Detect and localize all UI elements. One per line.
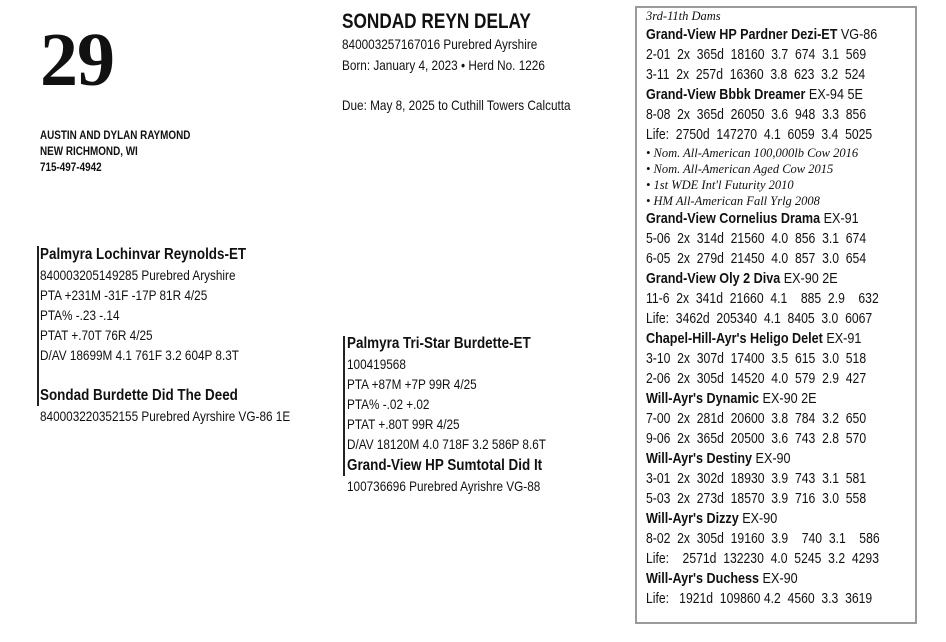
dam-entry-name (646, 85, 869, 105)
sire-block (40, 244, 285, 365)
dam-entry-score: EX-90 2E (780, 270, 838, 287)
sire-ptat: PTAT +.70T 76R 4/25 (40, 327, 153, 343)
owner-info (40, 128, 190, 176)
animal-birth: Born: January 4, 2023 • Herd No. 1226 (342, 57, 545, 73)
dam-entry-title: Will-Ayr's Duchess (646, 570, 760, 587)
dam-entry-name (646, 389, 869, 409)
dam-entry-score: EX-91 (822, 330, 862, 347)
dam-record: Life: 2750d 147270 4.1 6059 3.4 5025 (646, 127, 873, 143)
mgs-bracket (343, 336, 345, 476)
maternal-grandsire-reg: 100419568 (347, 356, 406, 372)
owner-phone: 715-497-4942 (40, 162, 102, 174)
dam-block (40, 385, 338, 426)
sire-dav: D/AV 18699M 4.1 761F 3.2 604P 8.3T (40, 347, 239, 363)
lot-number: 29 (40, 18, 114, 102)
dam-record: 5-06 2x 314d 21560 4.0 856 3.1 674 (646, 231, 867, 247)
animal-registration: 840003257167016 Purebred Ayrshire (342, 36, 538, 52)
dam-entry-name (646, 329, 869, 349)
dam-record: 3-11 2x 257d 16360 3.8 623 3.2 524 (646, 67, 866, 83)
dam-award: • HM All-American Fall Yrlg 2008 (646, 194, 820, 208)
owner-names: AUSTIN AND DYLAN RAYMOND (40, 130, 191, 142)
dam-record: 5-03 2x 273d 18570 3.9 716 3.0 558 (646, 491, 867, 507)
dam-entry-name (646, 269, 869, 289)
dam-record: 8-02 2x 305d 19160 3.9 740 3.1 586 (646, 531, 880, 547)
dam-entry-name (646, 25, 878, 45)
dam-award: • Nom. All-American 100,000lb Cow 2016 (646, 146, 859, 160)
dam-entry-title: Grand-View Cornelius Drama (646, 210, 821, 227)
dam-entry-title: Grand-View Bbbk Dreamer (646, 86, 806, 103)
dam-entry-score: EX-90 (759, 570, 798, 587)
sire-bracket (37, 246, 39, 406)
dam-entry-name (646, 449, 869, 469)
animal-name: SONDAD REYN DELAY (342, 10, 531, 33)
maternal-granddam-name: Grand-View HP Sumtotal Did It (347, 457, 543, 474)
dam-award: • Nom. All-American Aged Cow 2015 (646, 162, 834, 176)
dam-entry-title: Will-Ayr's Destiny (646, 450, 753, 467)
dam-entry-score: EX-90 (738, 510, 778, 527)
dam-record: 3-01 2x 302d 18930 3.9 743 3.1 581 (646, 471, 867, 487)
maternal-grandsire-dav: D/AV 18120M 4.0 718F 3.2 586P 8.6T (347, 436, 546, 452)
owner-location: NEW RICHMOND, WI (40, 146, 138, 158)
dam-record: Life: 3462d 205340 4.1 8405 3.0 6067 (646, 311, 873, 327)
due-date: Due: May 8, 2025 to Cuthill Towers Calcutta (342, 97, 571, 113)
dam-entry-title: Grand-View HP Pardner Dezi-ET (646, 26, 838, 43)
dam-record: 7-00 2x 281d 20600 3.8 784 3.2 650 (646, 411, 867, 427)
dam-entry-name (646, 209, 869, 229)
dam-record: 2-01 2x 365d 18160 3.7 674 3.1 569 (646, 47, 867, 63)
maternal-grandsire-pta-pct: PTA% -.02 +.02 (347, 396, 430, 412)
dam-award: • 1st WDE Int'l Futurity 2010 (646, 178, 794, 192)
sire-pta: PTA +231M -31F -17P 81R 4/25 (40, 287, 208, 303)
dam-name: Sondad Burdette Did The Deed (40, 387, 238, 404)
dam-record: Life: 2571d 132230 4.0 5245 3.2 4293 (646, 551, 879, 567)
dam-record: 6-05 2x 279d 21450 4.0 857 3.0 654 (646, 251, 867, 267)
dam-entry-score: VG-86 (837, 26, 878, 43)
sire-name: Palmyra Lochinvar Reynolds-ET (40, 246, 247, 263)
maternal-grandsire-ptat: PTAT +.80T 99R 4/25 (347, 416, 460, 432)
dam-record: 8-08 2x 365d 26050 3.6 948 3.3 856 (646, 107, 867, 123)
dam-entry-name (646, 569, 869, 589)
maternal-grandsire-pta: PTA +87M +7P 99R 4/25 (347, 376, 477, 392)
animal-header (342, 10, 584, 76)
dam-entry-score: EX-90 (752, 450, 791, 467)
dam-entry-title: Chapel-Hill-Ayr's Heligo Delet (646, 330, 823, 347)
dam-entry-title: Will-Ayr's Dynamic (646, 390, 760, 407)
dam-entry-score: EX-90 2E (759, 390, 817, 407)
maternal-granddam-block (347, 455, 579, 496)
dam-entry-score: EX-91 (820, 210, 859, 227)
dam-entry-name (646, 509, 869, 529)
maternal-grandsire-block (347, 333, 584, 454)
dam-record: Life: 1921d 109860 4.2 4560 3.3 3619 (646, 591, 873, 607)
dam-record: 11-6 2x 341d 21660 4.1 885 2.9 632 (646, 291, 879, 307)
dam-record: 9-06 2x 365d 20500 3.6 743 2.8 570 (646, 431, 867, 447)
dams-header: 3rd-11th Dams (646, 9, 721, 23)
sire-pta-pct: PTA% -.23 -.14 (40, 307, 120, 323)
dam-entry-title: Grand-View Oly 2 Diva (646, 270, 781, 287)
maternal-granddam-reg: 100736696 Purebred Ayrishre VG-88 (347, 478, 541, 494)
dam-reg: 840003220352155 Purebred Ayrshire VG-86 1E (40, 408, 291, 424)
dam-record: 2-06 2x 305d 14520 4.0 579 2.9 427 (646, 371, 867, 387)
dam-entry-score: EX-94 5E (805, 86, 863, 103)
dam-entry-title: Will-Ayr's Dizzy (646, 510, 739, 527)
sire-reg: 840003205149285 Purebred Aryshire (40, 267, 236, 283)
dam-record: 3-10 2x 307d 17400 3.5 615 3.0 518 (646, 351, 867, 367)
dams-panel (646, 8, 911, 609)
maternal-grandsire-name: Palmyra Tri-Star Burdette-ET (347, 335, 531, 352)
